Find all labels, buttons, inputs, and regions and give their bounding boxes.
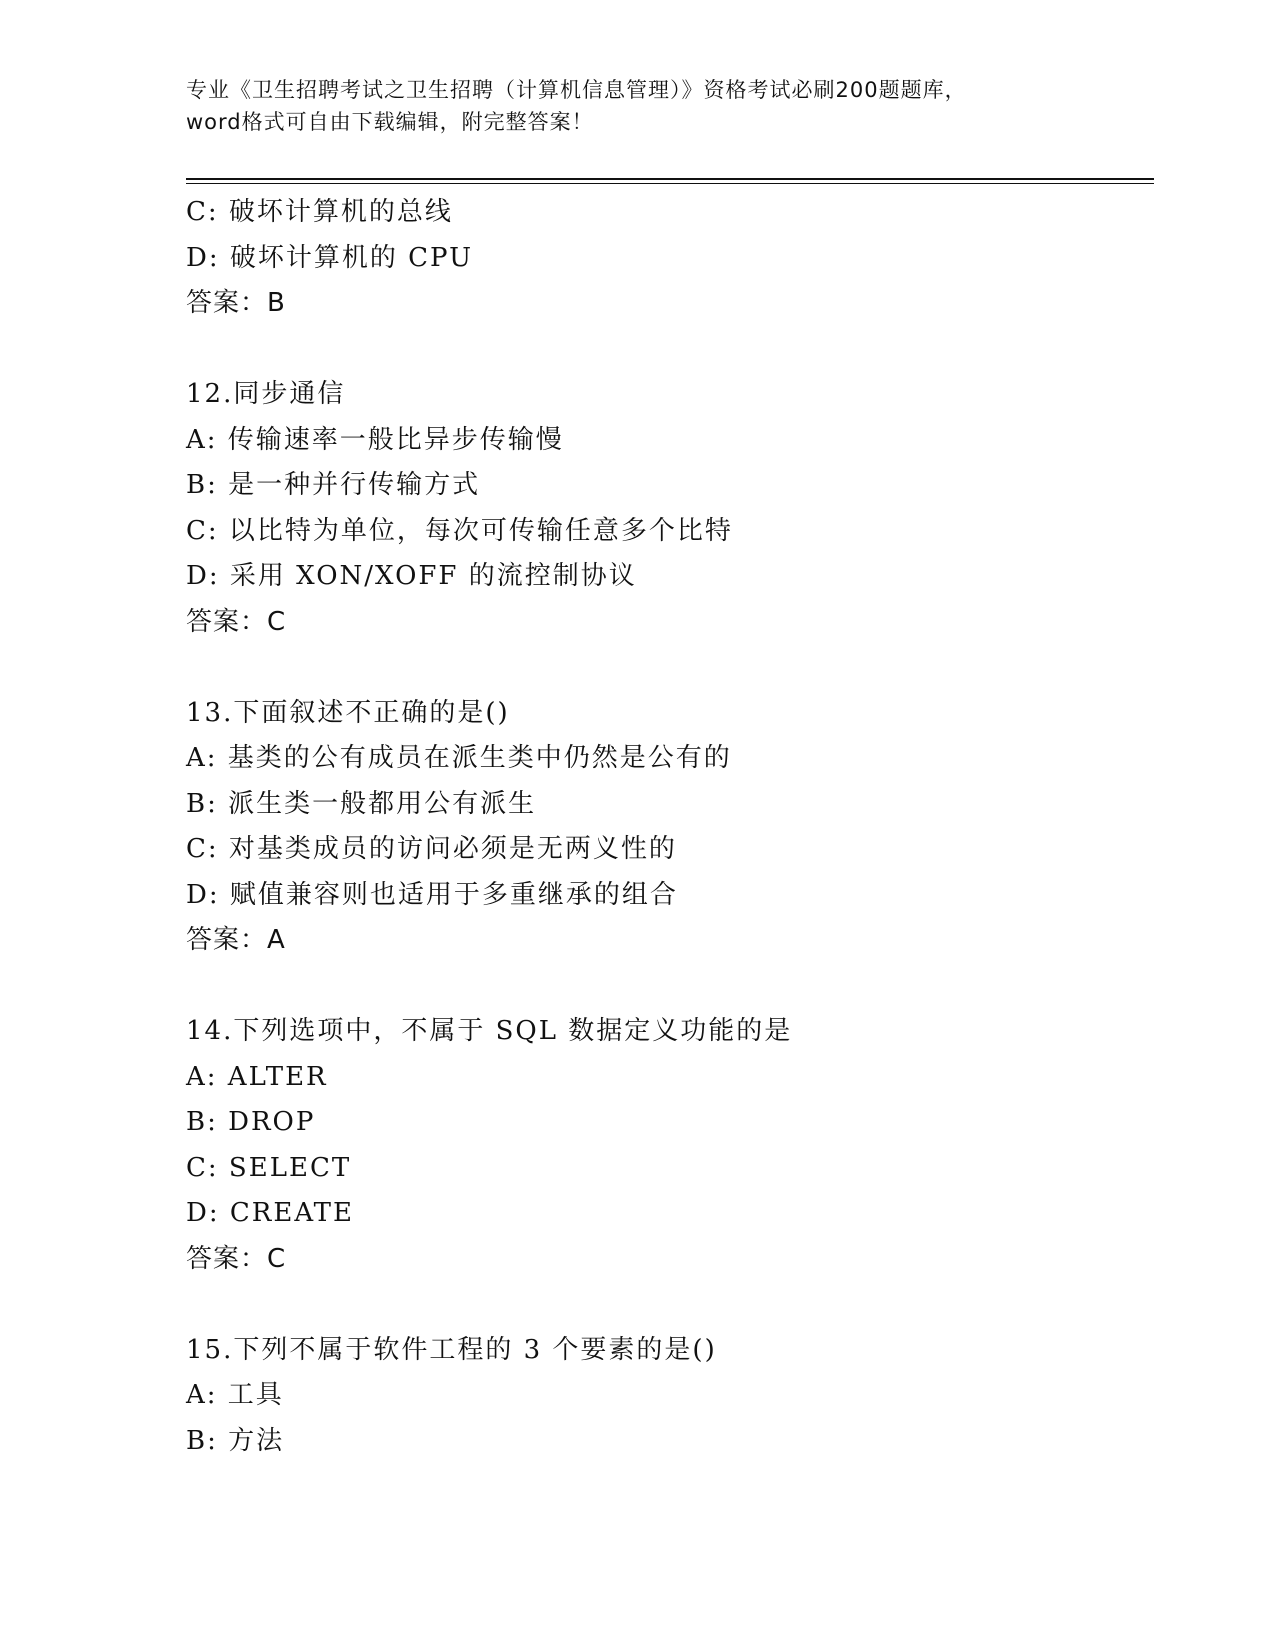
question-list	[186, 190, 1146, 1464]
option-a: A: 工具	[186, 1380, 284, 1410]
option-b: B: 是一种并行传输方式	[186, 470, 481, 500]
spacer	[186, 964, 1146, 1010]
header-title-line-2: word格式可自由下载编辑，附完整答案！	[186, 110, 594, 134]
header-title-line-1: 专业《卫生招聘考试之卫生招聘（计算机信息管理）》资格考试必刷200题题库，	[186, 78, 967, 102]
option-a: A: ALTER	[186, 1061, 328, 1092]
spacer	[186, 645, 1146, 691]
question-text: 13.下面叙述不正确的是()	[186, 697, 510, 728]
option-c: C: SELECT	[186, 1152, 352, 1183]
question-12	[186, 372, 1146, 645]
header-divider-thin	[186, 183, 1154, 184]
spacer	[186, 327, 1146, 373]
question-15	[186, 1328, 1146, 1465]
answer-line: 答案：A	[186, 925, 286, 955]
option-d: D: 破坏计算机的 CPU	[186, 242, 473, 273]
option-b: B: 方法	[186, 1425, 285, 1456]
option-a: A: 基类的公有成员在派生类中仍然是公有的	[186, 743, 732, 773]
question-14	[186, 1009, 1146, 1282]
option-c: C: 以比特为单位，每次可传输任意多个比特	[186, 515, 733, 546]
spacer	[186, 1282, 1146, 1328]
document-header	[186, 74, 1086, 138]
answer-line: 答案：C	[186, 1243, 287, 1274]
option-b: B: 派生类一般都用公有派生	[186, 788, 537, 819]
option-d: D: 采用 XON/XOFF 的流控制协议	[186, 561, 637, 591]
answer-line: 答案：C	[186, 606, 287, 637]
option-d: D: 赋值兼容则也适用于多重继承的组合	[186, 879, 678, 910]
question-13	[186, 691, 1146, 964]
option-c: C: 破坏计算机的总线	[186, 197, 453, 227]
option-b: B: DROP	[186, 1107, 316, 1137]
question-11-tail	[186, 190, 1146, 327]
question-text: 14.下列选项中，不属于 SQL 数据定义功能的是	[186, 1016, 793, 1046]
answer-line: 答案：B	[186, 288, 286, 318]
option-d: D: CREATE	[186, 1198, 354, 1228]
question-text: 12.同步通信	[186, 379, 346, 409]
option-a: A: 传输速率一般比异步传输慢	[186, 424, 564, 455]
header-divider-thick	[186, 178, 1154, 180]
question-text: 15.下列不属于软件工程的 3 个要素的是()	[186, 1334, 717, 1365]
option-c: C: 对基类成员的访问必须是无两义性的	[186, 834, 677, 864]
